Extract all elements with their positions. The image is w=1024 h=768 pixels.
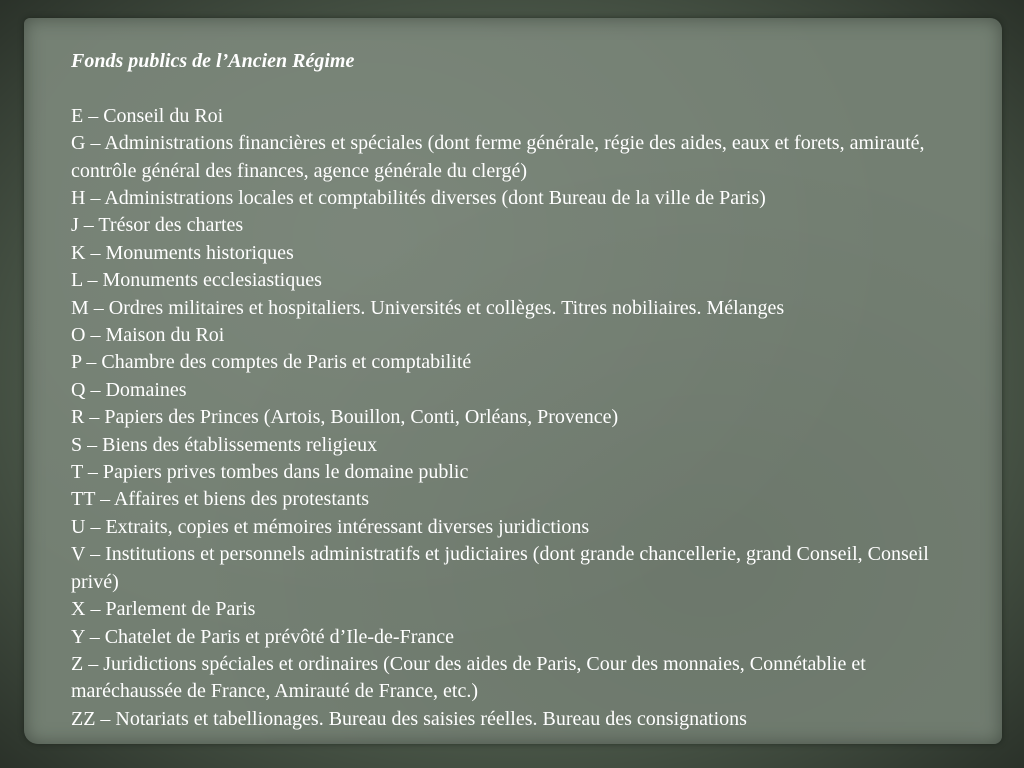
fonds-entry-v: V – Institutions et personnels administratifs et judiciaires (dont grande chancellerie, grand Conseil, Conseil privé): [71, 543, 929, 593]
fonds-entry-u: U – Extraits, copies et mémoires intéressant diverses juridictions: [71, 515, 590, 538]
slide-content: [71, 48, 971, 733]
fonds-entry-y: Y – Chatelet de Paris et prévôté d’Ile-de-France: [71, 625, 454, 648]
title-spacer: [71, 75, 971, 102]
fonds-entry-g: G – Administrations financières et spéciales (dont ferme générale, régie des aides, eaux et forets, amirauté, contrôle général des finances, agence générale du clergé): [71, 132, 925, 182]
fonds-entry-s: S – Biens des établissements religieux: [71, 433, 378, 456]
fonds-entry-x: X – Parlement de Paris: [71, 598, 256, 621]
fonds-entry-l: L – Monuments ecclesiastiques: [71, 269, 322, 292]
fonds-entry-r: R – Papiers des Princes (Artois, Bouillon, Conti, Orléans, Provence): [71, 406, 619, 429]
fonds-entry-k: K – Monuments historiques: [71, 241, 294, 264]
fonds-entry-h: H – Administrations locales et comptabilités diverses (dont Bureau de la ville de Paris): [71, 187, 766, 209]
fonds-entry-zz: ZZ – Notariats et tabellionages. Bureau des saisies réelles. Bureau des consignations: [71, 707, 747, 730]
fonds-list: [71, 103, 971, 733]
fonds-entry-t: T – Papiers prives tombes dans le domaine public: [71, 461, 469, 484]
fonds-entry-e: E – Conseil du Roi: [71, 104, 224, 127]
fonds-entry-z: Z – Juridictions spéciales et ordinaires (Cour des aides de Paris, Cour des monnaies, Connétablie et maréchaussée de France, Amirauté de France, etc.): [71, 652, 866, 703]
slide-panel: [24, 18, 1002, 744]
fonds-entry-q: Q – Domaines: [71, 378, 187, 401]
fonds-entry-o: O – Maison du Roi: [71, 324, 225, 347]
slide-title: Fonds publics de l’Ancien Régime: [71, 50, 355, 72]
fonds-entry-m: M – Ordres militaires et hospitaliers. Universités et collèges. Titres nobiliaires. Mélanges: [71, 296, 785, 319]
fonds-entry-j: J – Trésor des chartes: [71, 214, 244, 237]
fonds-entry-tt: TT – Affaires et biens des protestants: [71, 488, 370, 511]
fonds-entry-p: P – Chambre des comptes de Paris et comptabilité: [71, 351, 472, 374]
